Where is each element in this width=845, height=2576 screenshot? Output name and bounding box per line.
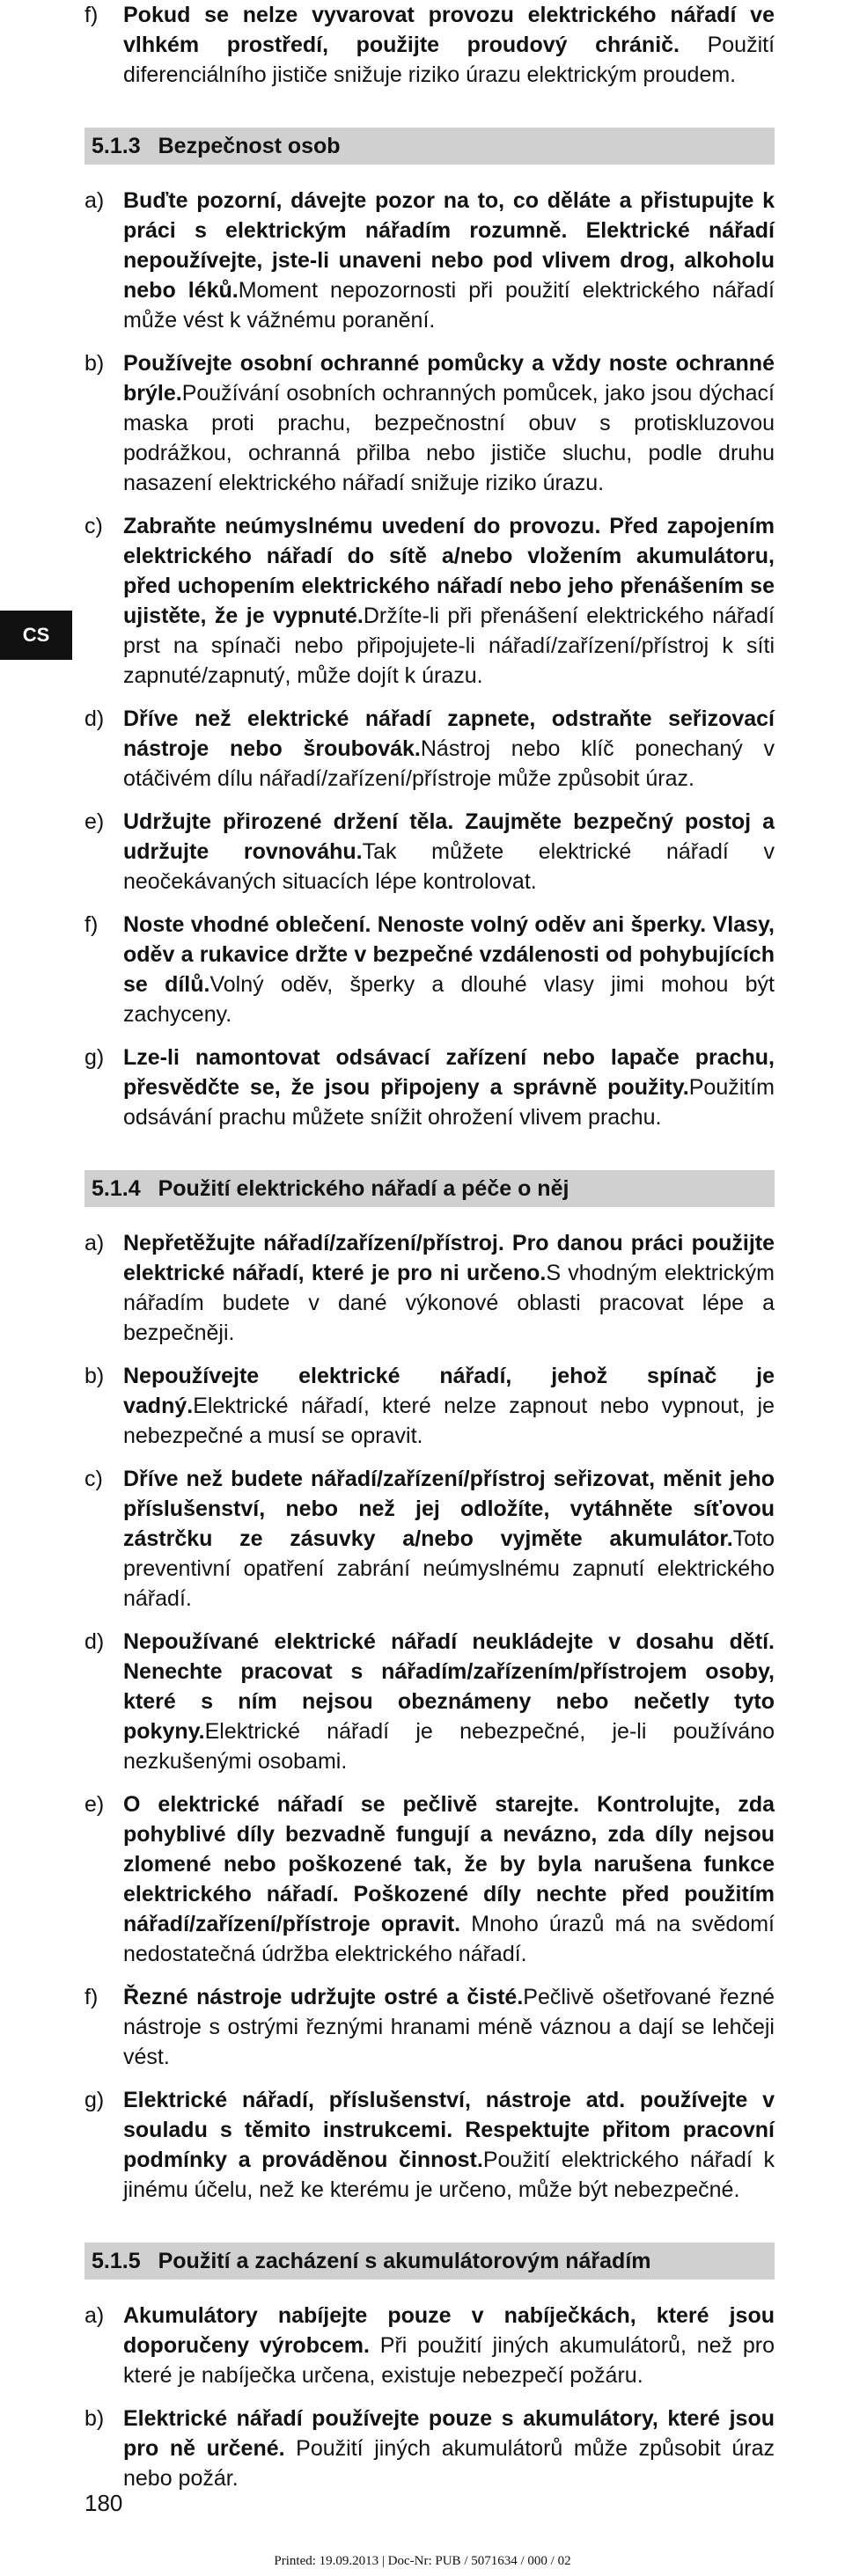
section-title: Použití a zacházení s akumulátorovým nářadím (158, 2249, 651, 2273)
section-number: 5.1.3 (92, 134, 141, 158)
item-text (123, 0, 775, 90)
list-item (84, 1464, 775, 1614)
list-item (84, 511, 775, 691)
item-letter: a) (84, 188, 105, 213)
item-normal-text: Použití elektrického nářadí k jinému účelu, než ke kterému je určeno, může být nebezpečné. (123, 2148, 775, 2202)
section-heading (84, 2243, 775, 2280)
item-text (123, 1043, 775, 1132)
item-bold-text: Nepoužívané elektrické nářadí neukládejte v dosahu dětí. Nenechte pracovat s nářadím/zařízením/přístrojem osoby, které s ním nejsou obeznámeny nebo nečetly tyto pokyny. (123, 1629, 775, 1744)
item-text (123, 2301, 775, 2390)
item-normal-text: Použití jiných akumulátorů může způsobit úraz nebo požár. (123, 2436, 775, 2491)
list-item (84, 348, 775, 498)
item-bold-text: O elektrické nářadí se pečlivě starejte. Kontrolujte, zda pohyblivé díly bezvadně fungují a nevázno, zda díly nejsou zlomené nebo poškozené tak, že by byla narušena funkce elektrického nářadí. Poškozené díly nechte před použitím nářadí/zařízení/přístroje opravit. (123, 1792, 775, 1936)
item-normal-text: Použitím odsávání prachu můžete snížit ohrožení vlivem prachu. (123, 1075, 775, 1130)
item-normal-text: Držíte-li při přenášení elektrického nářadí prst na spínači nebo připojujete-li nářadí/zařízení/přístroj k síti zapnuté/zapnutý, může dojít k úrazu. (123, 604, 775, 688)
sections-container (84, 128, 775, 2493)
item-normal-text: Elektrické nářadí, které nelze zapnout nebo vypnout, je nebezpečné a musí se opravit. (123, 1394, 775, 1448)
item-letter: g) (84, 1045, 105, 1070)
item-normal-text: S vhodným elektrickým nářadím budete v dané výkonové oblasti pracovat lépe a bezpečněji. (123, 1261, 775, 1345)
item-letter: f) (84, 1985, 99, 2009)
page-content (84, 0, 775, 2506)
item-letter: e) (84, 809, 105, 834)
item-text (123, 1789, 775, 1969)
item-bold-text: Zabraňte neúmyslnému uvedení do provozu. Před zapojením elektrického nářadí do sítě a/nebo vložením akumulátoru, před uchopením elektrického nářadí nebo jeho přenášením se ujistěte, že je vypnuté. (123, 514, 775, 628)
item-bold-text: Elektrické nářadí, příslušenství, nástroje atd. používejte v souladu s těmito instrukcemi. Respektujte přitom pracovní podmínky a prováděnou činnost. (123, 2088, 775, 2172)
list-item (84, 704, 775, 794)
item-normal-text: Pečlivě ošetřované řezné nástroje s ostrými řeznými hranami méně váznou a dají se lehčeji vést. (123, 1985, 775, 2069)
item-normal-text: Použití diferenciálního jističe snižuje riziko úrazu elektrickým proudem. (123, 33, 775, 87)
item-bold-text: Dříve než elektrické nářadí zapnete, odstraňte seřizovací nástroje nebo šroubovák. (123, 706, 775, 761)
item-bold-text: Lze-li namontovat odsávací zařízení nebo lapače prachu, přesvědčte se, že jsou připojeny a správně použity. (123, 1045, 775, 1100)
item-text (123, 704, 775, 794)
list-item (84, 1043, 775, 1132)
item-normal-text: Nástroj nebo klíč ponechaný v otáčivém dílu nářadí/zařízení/přístroje může způsobit úraz. (123, 736, 775, 791)
item-text (123, 1228, 775, 1348)
item-normal-text: Moment nepozornosti při použití elektrického nářadí může vést k vážnému poranění. (123, 278, 775, 333)
item-text (123, 186, 775, 335)
page-number: 180 (84, 2490, 123, 2516)
continued-items-list (84, 0, 775, 90)
item-normal-text: Volný oděv, šperky a dlouhé vlasy jimi mohou být zachyceny. (123, 972, 775, 1027)
item-bold-text: Pokud se nelze vyvarovat provozu elektrického nářadí ve vlhkém prostředí, použijte proudový chránič. (123, 3, 775, 57)
list-item (84, 0, 775, 90)
item-text (123, 1361, 775, 1451)
section-title: Použití elektrického nářadí a péče o něj (158, 1176, 569, 1201)
item-bold-text: Elektrické nářadí používejte pouze s akumulátory, které jsou pro ně určené. (123, 2406, 775, 2461)
item-normal-text: Při použití jiných akumulátorů, než pro které je nabíječka určena, existuje nebezpečí požáru. (123, 2333, 775, 2388)
section-title: Bezpečnost osob (158, 134, 341, 158)
section-number: 5.1.5 (92, 2249, 141, 2273)
item-normal-text: Tak můžete elektrické nářadí v neočekávaných situacích lépe kontrolovat. (123, 839, 775, 894)
item-bold-text: Nepoužívejte elektrické nářadí, jehož spínač je vadný. (123, 1364, 775, 1418)
list-item (84, 186, 775, 335)
item-text (123, 910, 775, 1029)
item-letter: b) (84, 351, 105, 376)
item-text (123, 2085, 775, 2205)
item-bold-text: Buďte pozorní, dávejte pozor na to, co děláte a přistupujte k práci s elektrickým nářadím rozumně. Elektrické nářadí nepoužívejte, jste-li unaveni nebo pod vlivem drog, alkoholu nebo léků. (123, 188, 775, 303)
item-letter: b) (84, 2406, 105, 2431)
section-heading (84, 1170, 775, 1207)
item-letter: d) (84, 706, 105, 731)
section-heading (84, 128, 775, 165)
list-item (84, 2085, 775, 2205)
item-bold-text: Dříve než budete nářadí/zařízení/přístroj seřizovat, měnit jeho příslušenství, nebo než jej odložíte, vytáhněte síťovou zástrčku ze zásuvky a/nebo vyjměte akumulátor. (123, 1467, 775, 1551)
item-bold-text: Udržujte přirozené držení těla. Zaujměte bezpečný postoj a udržujte rovnováhu. (123, 809, 775, 864)
item-text (123, 1627, 775, 1776)
item-text (123, 348, 775, 498)
item-bold-text: Akumulátory nabíjejte pouze v nabíječkách, které jsou doporučeny výrobcem. (123, 2303, 775, 2358)
item-letter: f) (84, 912, 99, 937)
item-normal-text: Elektrické nářadí je nebezpečné, je-li používáno nezkušenými osobami. (123, 1719, 775, 1774)
list-item (84, 910, 775, 1029)
section-number: 5.1.4 (92, 1176, 141, 1201)
list-item (84, 807, 775, 896)
item-letter: f) (84, 3, 99, 27)
item-letter: g) (84, 2088, 105, 2112)
list-item (84, 1361, 775, 1451)
item-bold-text: Nepřetěžujte nářadí/zařízení/přístroj. Pro danou práci použijte elektrické nářadí, které je pro ni určeno. (123, 1231, 775, 1285)
list-item (84, 1982, 775, 2072)
item-letter: c) (84, 514, 103, 538)
item-normal-text: Toto preventivní opatření zabrání neúmyslnému zapnutí elektrického nářadí. (123, 1526, 775, 1611)
list-item (84, 1789, 775, 1969)
item-normal-text: Mnoho úrazů má na svědomí nedostatečná údržba elektrického nářadí. (123, 1912, 775, 1966)
list-item (84, 1627, 775, 1776)
item-normal-text: Používání osobních ochranných pomůcek, jako jsou dýchací maska proti prachu, bezpečnostní obuv s protiskluzovou podrážkou, ochranná přilba nebo jističe sluchu, podle druhu nasazení elektrického nářadí snižuje riziko úrazu. (123, 381, 775, 495)
list-item (84, 2404, 775, 2493)
item-text (123, 2404, 775, 2493)
language-tab: CS (0, 611, 72, 660)
item-letter: e) (84, 1792, 105, 1817)
item-letter: c) (84, 1467, 103, 1491)
list-item (84, 2301, 775, 2390)
item-letter: b) (84, 1364, 105, 1388)
item-text (123, 1464, 775, 1614)
item-letter: a) (84, 1231, 105, 1255)
item-bold-text: Řezné nástroje udržujte ostré a čisté. (123, 1985, 524, 2009)
list-item (84, 1228, 775, 1348)
item-text (123, 511, 775, 691)
item-text (123, 1982, 775, 2072)
print-footer: Printed: 19.09.2013 | Doc-Nr: PUB / 5071634 / 000 / 02 (274, 2554, 571, 2568)
item-bold-text: Používejte osobní ochranné pomůcky a vždy noste ochranné brýle. (123, 351, 775, 406)
item-bold-text: Noste vhodné oblečení. Nenoste volný oděv ani šperky. Vlasy, oděv a rukavice držte v bezpečné vzdálenosti od pohybujících se dílů. (123, 912, 775, 997)
item-text (123, 807, 775, 896)
item-letter: d) (84, 1629, 105, 1654)
item-letter: a) (84, 2303, 105, 2328)
